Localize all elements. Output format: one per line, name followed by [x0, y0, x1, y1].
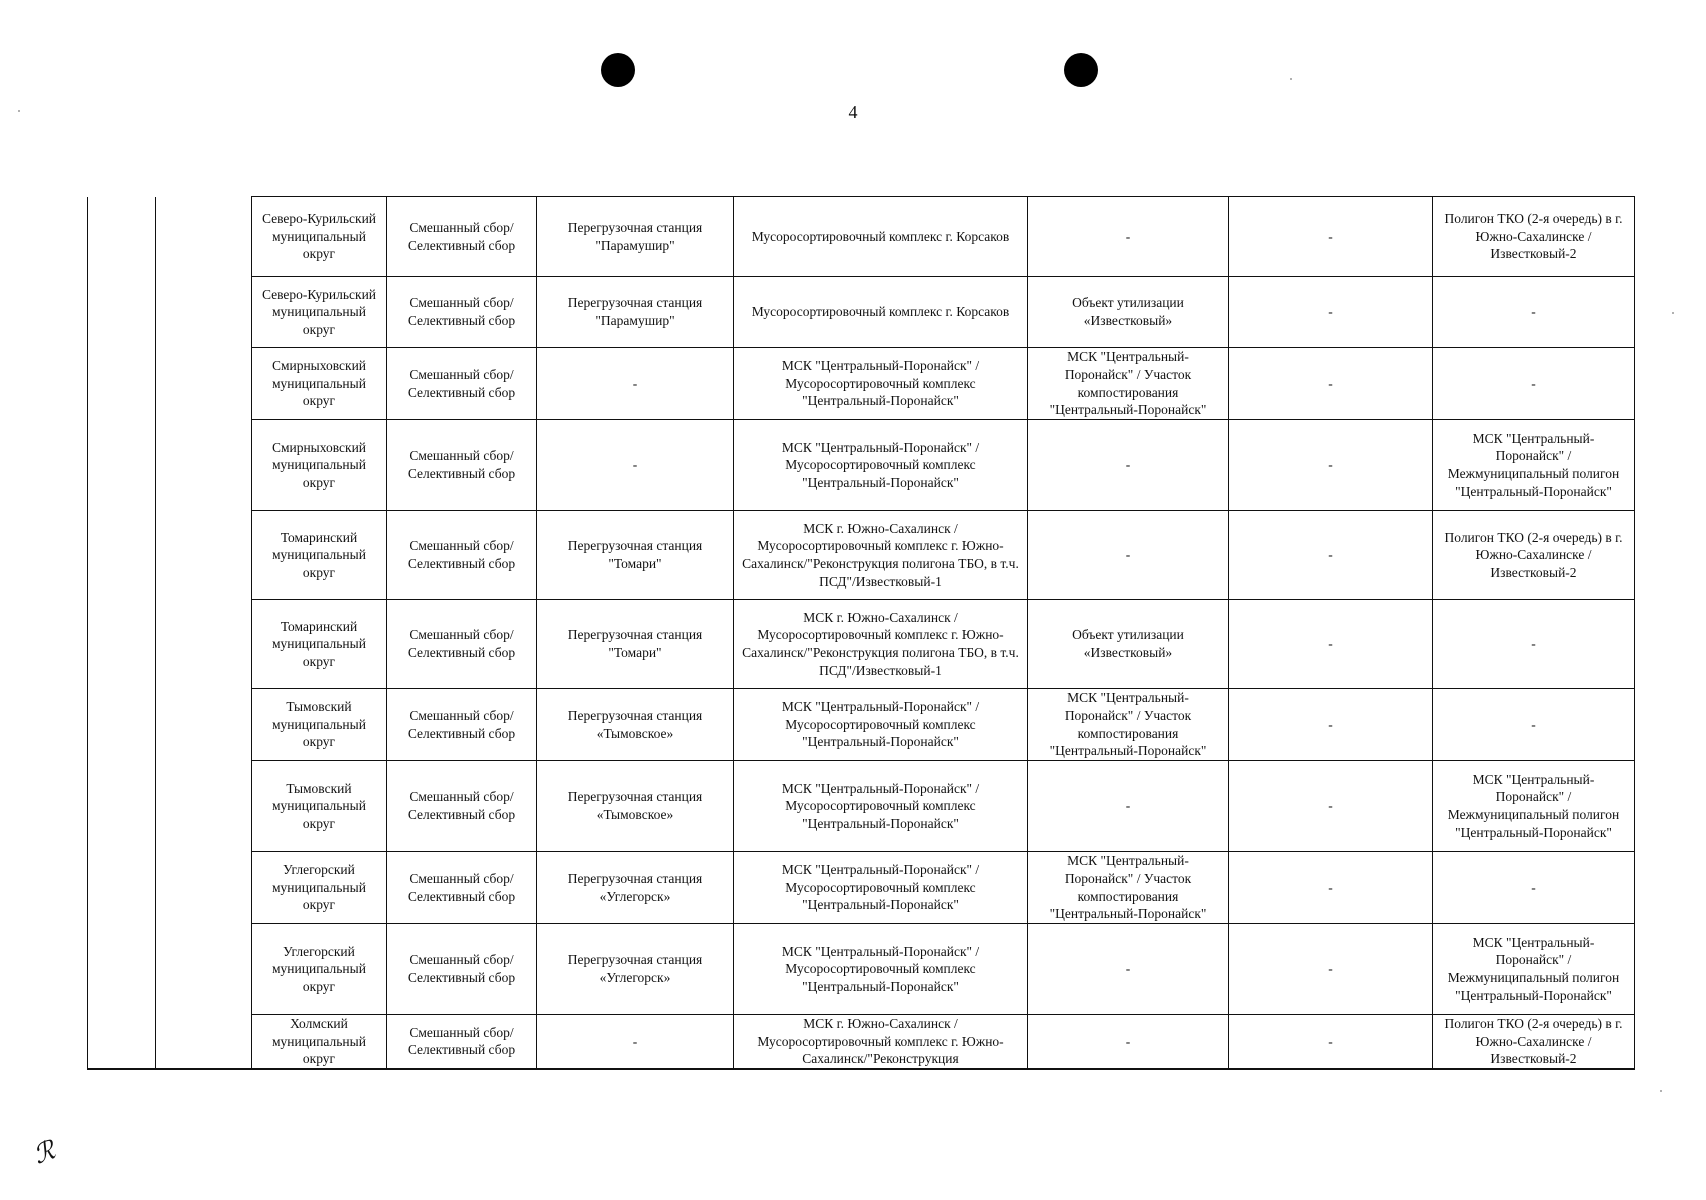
empty-number-cell — [88, 924, 156, 1015]
scan-speck — [1660, 1090, 1662, 1092]
cell-utilization: Объект утилизации «Известковый» — [1028, 277, 1229, 348]
empty-number-cell — [88, 277, 156, 348]
cell-processing: МСК г. Южно-Сахалинск / Мусоросортировочный комплекс г. Южно-Сахалинск/"Реконструкция — [734, 1015, 1028, 1069]
cell-collection: Смешанный сбор/ Селективный сбор — [387, 689, 537, 761]
cell-processing: МСК "Центральный-Поронайск" / Мусоросортировочный комплекс "Центральный-Поронайск" — [734, 348, 1028, 420]
cell-disposal: - — [1433, 348, 1635, 420]
empty-group-cell — [156, 348, 252, 420]
cell-utilization: Объект утилизации «Известковый» — [1028, 600, 1229, 689]
cell-neutralization: - — [1229, 348, 1433, 420]
empty-number-cell — [88, 197, 156, 277]
handwritten-mark: ℛ — [29, 1135, 59, 1170]
scan-speck — [1290, 78, 1292, 80]
cell-collection: Смешанный сбор/ Селективный сбор — [387, 420, 537, 511]
cell-processing: МСК "Центральный-Поронайск" / Мусоросортировочный комплекс "Центральный-Поронайск" — [734, 689, 1028, 761]
cell-processing: МСК "Центральный-Поронайск" / Мусоросортировочный комплекс "Центральный-Поронайск" — [734, 420, 1028, 511]
empty-group-cell — [156, 197, 252, 277]
cell-collection: Смешанный сбор/ Селективный сбор — [387, 277, 537, 348]
cell-transfer: Перегрузочная станция "Парамушир" — [537, 197, 734, 277]
punch-hole-left — [601, 53, 635, 87]
cell-transfer: - — [537, 348, 734, 420]
empty-group-cell — [156, 600, 252, 689]
cell-transfer: Перегрузочная станция "Томари" — [537, 511, 734, 600]
empty-number-cell — [88, 852, 156, 924]
cell-transfer: Перегрузочная станция «Углегорск» — [537, 924, 734, 1015]
cell-disposal: МСК "Центральный-Поронайск" / Межмуниципальный полигон "Центральный-Поронайск" — [1433, 420, 1635, 511]
cell-collection: Смешанный сбор/ Селективный сбор — [387, 600, 537, 689]
cell-neutralization: - — [1229, 600, 1433, 689]
table-row — [88, 1015, 1635, 1069]
scan-speck — [18, 110, 20, 112]
cell-utilization: МСК "Центральный-Поронайск" / Участок компостирования "Центральный-Поронайск" — [1028, 852, 1229, 924]
cell-utilization: - — [1028, 761, 1229, 852]
cell-utilization: - — [1028, 511, 1229, 600]
cell-disposal: МСК "Центральный-Поронайск" / Межмуниципальный полигон "Центральный-Поронайск" — [1433, 761, 1635, 852]
empty-group-cell — [156, 761, 252, 852]
table-row — [88, 761, 1635, 852]
cell-processing: МСК "Центральный-Поронайск" / Мусоросортировочный комплекс "Центральный-Поронайск" — [734, 852, 1028, 924]
cell-collection: Смешанный сбор/ Селективный сбор — [387, 761, 537, 852]
cell-neutralization: - — [1229, 277, 1433, 348]
cell-disposal: - — [1433, 277, 1635, 348]
empty-number-cell — [88, 511, 156, 600]
page-number: 4 — [848, 102, 858, 122]
cell-utilization: МСК "Центральный-Поронайск" / Участок компостирования "Центральный-Поронайск" — [1028, 348, 1229, 420]
cell-transfer: Перегрузочная станция «Тымовское» — [537, 689, 734, 761]
table-row — [88, 348, 1635, 420]
cell-transfer: - — [537, 1015, 734, 1069]
cell-collection: Смешанный сбор/ Селективный сбор — [387, 197, 537, 277]
waste-flow-table — [87, 196, 1634, 1070]
empty-number-cell — [88, 420, 156, 511]
cell-processing: МСК "Центральный-Поронайск" / Мусоросортировочный комплекс "Центральный-Поронайск" — [734, 761, 1028, 852]
cell-neutralization: - — [1229, 420, 1433, 511]
cell-transfer: Перегрузочная станция "Парамушир" — [537, 277, 734, 348]
empty-group-cell — [156, 689, 252, 761]
empty-group-cell — [156, 511, 252, 600]
cell-municipality: Томаринский муниципальный округ — [252, 600, 387, 689]
cell-municipality: Тымовский муниципальный округ — [252, 761, 387, 852]
table-body — [88, 197, 1635, 1069]
table-row — [88, 689, 1635, 761]
cell-municipality: Тымовский муниципальный округ — [252, 689, 387, 761]
cell-neutralization: - — [1229, 689, 1433, 761]
cell-municipality: Углегорский муниципальный округ — [252, 924, 387, 1015]
empty-group-cell — [156, 1015, 252, 1069]
table-row — [88, 197, 1635, 277]
cell-collection: Смешанный сбор/ Селективный сбор — [387, 852, 537, 924]
table-row — [88, 924, 1635, 1015]
cell-transfer: Перегрузочная станция "Томари" — [537, 600, 734, 689]
empty-group-cell — [156, 277, 252, 348]
cell-municipality: Смирныховский муниципальный округ — [252, 348, 387, 420]
cell-processing: МСК г. Южно-Сахалинск / Мусоросортировочный комплекс г. Южно-Сахалинск/"Реконструкция полигона ТБО, в т.ч. ПСД"/Известковый-1 — [734, 600, 1028, 689]
cell-processing: Мусоросортировочный комплекс г. Корсаков — [734, 197, 1028, 277]
cell-disposal: Полигон ТКО (2-я очередь) в г. Южно-Сахалинске / Известковый-2 — [1433, 1015, 1635, 1069]
cell-municipality: Смирныховский муниципальный округ — [252, 420, 387, 511]
cell-utilization: - — [1028, 924, 1229, 1015]
cell-processing: МСК "Центральный-Поронайск" / Мусоросортировочный комплекс "Центральный-Поронайск" — [734, 924, 1028, 1015]
cell-neutralization: - — [1229, 197, 1433, 277]
cell-utilization: - — [1028, 420, 1229, 511]
cell-utilization: - — [1028, 1015, 1229, 1069]
cell-collection: Смешанный сбор/ Селективный сбор — [387, 511, 537, 600]
cell-neutralization: - — [1229, 511, 1433, 600]
table-row — [88, 420, 1635, 511]
cell-municipality: Углегорский муниципальный округ — [252, 852, 387, 924]
cell-utilization: МСК "Центральный-Поронайск" / Участок компостирования "Центральный-Поронайск" — [1028, 689, 1229, 761]
table-row — [88, 277, 1635, 348]
table-row — [88, 852, 1635, 924]
scan-speck — [1672, 312, 1674, 314]
cell-processing: Мусоросортировочный комплекс г. Корсаков — [734, 277, 1028, 348]
cell-neutralization: - — [1229, 761, 1433, 852]
cell-transfer: Перегрузочная станция «Тымовское» — [537, 761, 734, 852]
cell-disposal: - — [1433, 689, 1635, 761]
cell-neutralization: - — [1229, 852, 1433, 924]
empty-number-cell — [88, 761, 156, 852]
cell-disposal: Полигон ТКО (2-я очередь) в г. Южно-Сахалинске / Известковый-2 — [1433, 197, 1635, 277]
empty-number-cell — [88, 600, 156, 689]
cell-disposal: - — [1433, 852, 1635, 924]
empty-group-cell — [156, 924, 252, 1015]
cell-processing: МСК г. Южно-Сахалинск / Мусоросортировочный комплекс г. Южно-Сахалинск/"Реконструкция полигона ТБО, в т.ч. ПСД"/Известковый-1 — [734, 511, 1028, 600]
cell-disposal: Полигон ТКО (2-я очередь) в г. Южно-Сахалинске / Известковый-2 — [1433, 511, 1635, 600]
punch-hole-right — [1064, 53, 1098, 87]
cell-transfer: Перегрузочная станция «Углегорск» — [537, 852, 734, 924]
cell-neutralization: - — [1229, 924, 1433, 1015]
table-row — [88, 600, 1635, 689]
cell-collection: Смешанный сбор/ Селективный сбор — [387, 1015, 537, 1069]
empty-number-cell — [88, 348, 156, 420]
empty-number-cell — [88, 689, 156, 761]
cell-disposal: МСК "Центральный-Поронайск" / Межмуниципальный полигон "Центральный-Поронайск" — [1433, 924, 1635, 1015]
cell-municipality: Северо-Курильский муниципальный округ — [252, 197, 387, 277]
cell-transfer: - — [537, 420, 734, 511]
empty-group-cell — [156, 852, 252, 924]
cell-neutralization: - — [1229, 1015, 1433, 1069]
cell-municipality: Северо-Курильский муниципальный округ — [252, 277, 387, 348]
empty-number-cell — [88, 1015, 156, 1069]
cell-municipality: Холмский муниципальный округ — [252, 1015, 387, 1069]
empty-group-cell — [156, 420, 252, 511]
cell-collection: Смешанный сбор/ Селективный сбор — [387, 348, 537, 420]
cell-collection: Смешанный сбор/ Селективный сбор — [387, 924, 537, 1015]
cell-municipality: Томаринский муниципальный округ — [252, 511, 387, 600]
table-row — [88, 511, 1635, 600]
cell-utilization: - — [1028, 197, 1229, 277]
cell-disposal: - — [1433, 600, 1635, 689]
